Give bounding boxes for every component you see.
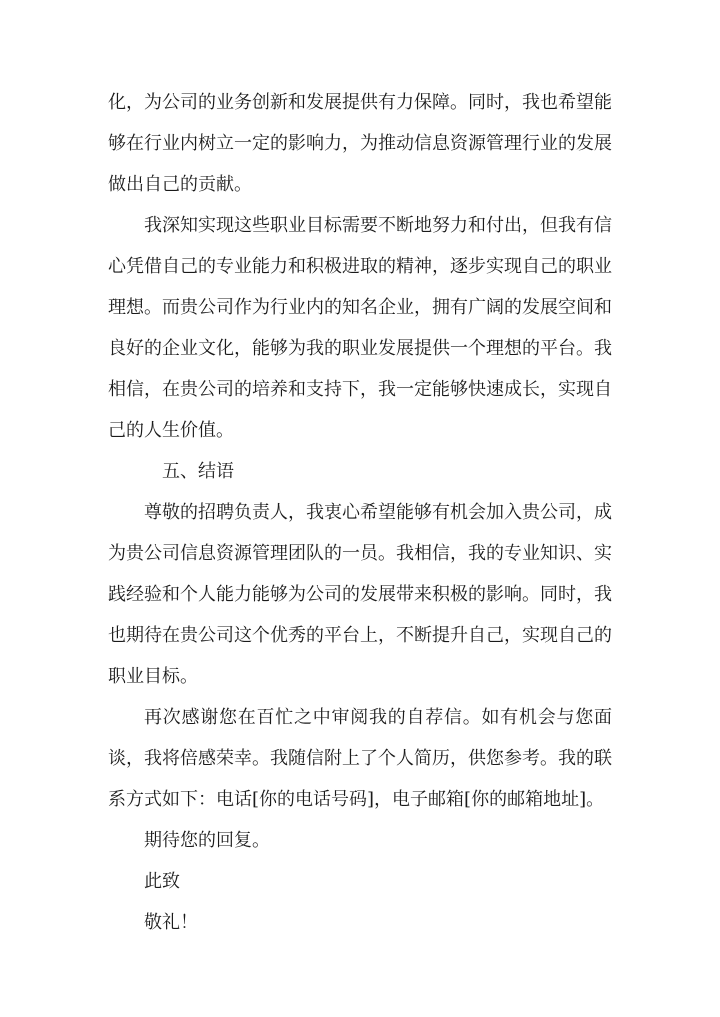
paragraph-conclusion-1: 尊敬的招聘负责人，我衷心希望能够有机会加入贵公司，成为贵公司信息资源管理团队的一员。我相信，我的专业知识、实践经验和个人能力能够为公司的发展带来积极的影响。同时，我也期待在贵公司这个优秀的平台上，不断提升自己，实现自己的职业目标。 — [108, 502, 612, 687]
section-heading-conclusion: 五、结语 — [162, 461, 234, 482]
paragraph-continuation: 化，为公司的业务创新和发展提供有力保障。同时，我也希望能够在行业内树立一定的影响力，为推动信息资源管理行业的发展做出自己的贡献。 — [108, 92, 612, 195]
closing-reply: 期待您的回复。 — [144, 830, 270, 851]
paragraph-career-goal: 我深知实现这些职业目标需要不断地努力和付出，但我有信心凭借自己的专业能力和积极进取的精神，逐步实现自己的职业理想。而贵公司作为行业内的知名企业，拥有广阔的发展空间和良好的企业文化，能够为我的职业发展提供一个理想的平台。我相信，在贵公司的培养和支持下，我一定能够快速成长，实现自己的人生价值。 — [108, 215, 612, 441]
paragraph-conclusion-2: 再次感谢您在百忙之中审阅我的自荐信。如有机会与您面谈，我将倍感荣幸。我随信附上了个人简历，供您参考。我的联系方式如下：电话[你的电话号码]，电子邮箱[你的邮箱地址]。 — [108, 707, 612, 810]
document-body — [108, 82, 612, 943]
closing-regards: 敬礼！ — [144, 912, 198, 933]
closing-salutation: 此致 — [144, 871, 180, 892]
